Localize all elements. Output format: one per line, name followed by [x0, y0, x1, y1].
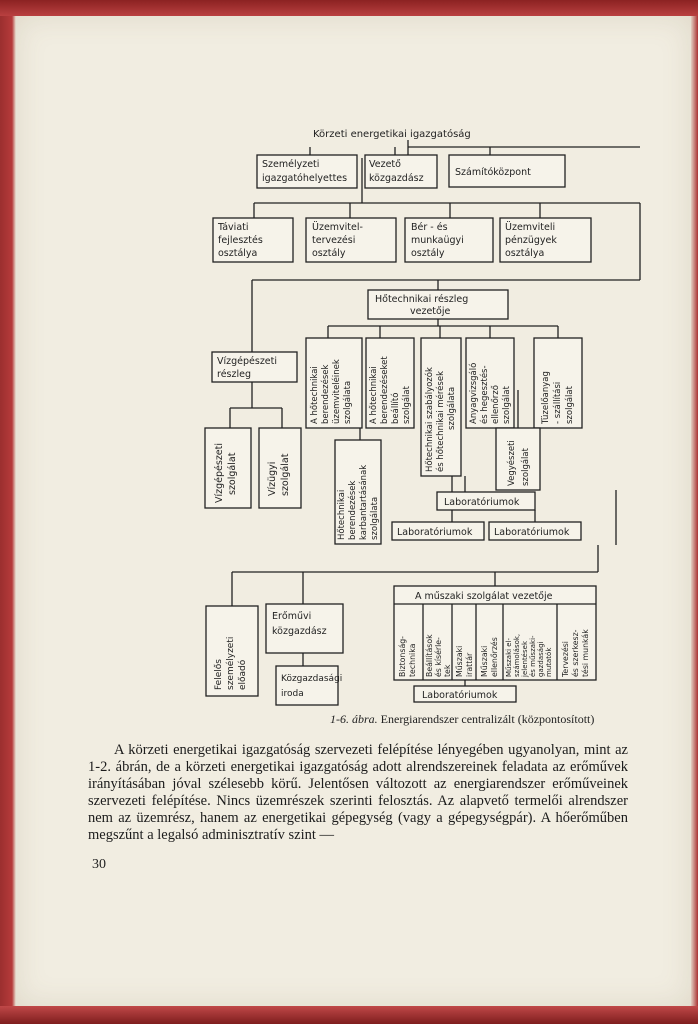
label: osztály	[312, 248, 346, 259]
label: Beállítások	[425, 634, 434, 677]
label: iroda	[281, 689, 304, 699]
label: Táviati	[218, 222, 249, 233]
box-eromuvi-kozgazdasz	[266, 604, 343, 653]
box-vizugyi-szolgalat	[259, 428, 301, 508]
label: és kísérle-	[434, 637, 443, 677]
label: Számítóközpont	[455, 167, 531, 178]
box-beallito-szolgalat	[366, 338, 414, 428]
box-szamitokozpont	[449, 155, 565, 187]
box-karbantartas-szolgalat	[335, 440, 381, 544]
box-szemelyzeti	[257, 155, 357, 188]
label: Erőművi	[272, 611, 312, 622]
label: és hegesztés-	[480, 365, 490, 424]
body-text-block	[88, 742, 628, 844]
label: berendezések	[348, 480, 358, 540]
box-laboratoriumok-2	[392, 522, 484, 540]
label: Tüzelőanyag	[541, 371, 551, 424]
figure-caption	[330, 712, 594, 727]
box-hotechnikai-vezeto	[368, 290, 508, 319]
caption-text: Energiarendszer centralizált (központosított)	[380, 712, 595, 726]
box-vezeto-kozgazdasz	[365, 155, 437, 188]
label: szolgálat	[565, 386, 575, 424]
label: jelentések	[521, 641, 529, 677]
label: pénzügyek	[505, 235, 557, 246]
label: üzemviteléinek	[332, 359, 342, 424]
box-laboratoriumok-4	[414, 686, 516, 702]
label: ellenőrzés	[490, 637, 499, 677]
label: osztály	[411, 248, 445, 259]
label: beállító	[391, 392, 401, 424]
box-szabalyozok-szolgalat	[421, 338, 461, 476]
box-laboratoriumok-3	[489, 522, 581, 540]
label: osztálya	[505, 248, 545, 259]
label: és szerkesz-	[571, 629, 580, 677]
label: szolgálata	[370, 496, 380, 540]
box-felelos-szemelyzeti	[206, 606, 258, 696]
box-muszaki-vezeto	[394, 586, 596, 680]
label: gazdasági	[537, 641, 545, 677]
label: Közgazdasági	[281, 674, 343, 684]
label: osztálya	[218, 248, 258, 259]
label: Hőtechnikai részleg	[375, 294, 469, 305]
label: Hőtechnikai	[337, 489, 347, 540]
label: tervezési	[312, 235, 356, 246]
label: Üzemviteli	[505, 222, 556, 233]
label: Laboratóriumok	[397, 527, 473, 538]
box-laboratoriumok-1	[437, 492, 535, 510]
box-anyagvizsgalo-szolgalat	[466, 338, 514, 428]
label: Laboratóriumok	[494, 527, 570, 538]
label: és hőtechnikai mérések	[436, 371, 446, 472]
label: Vízgépészeti	[217, 356, 278, 367]
box-kozgazdasagi-iroda	[276, 666, 342, 705]
top-title: Körzeti energetikai igazgatóság	[313, 129, 471, 140]
label: közgazdász	[272, 626, 327, 637]
label: Vezető	[369, 159, 401, 170]
label: előadó	[238, 659, 248, 690]
label: szolgálat	[280, 453, 291, 496]
label: mutatók	[545, 647, 553, 677]
label: berendezések	[321, 364, 331, 424]
label: tési munkák	[581, 629, 590, 677]
label: közgazdász	[369, 173, 424, 184]
box-vizgepeszeti-szolgalat	[205, 428, 251, 508]
label: munkaügyi	[411, 235, 464, 246]
label: Személyzeti	[262, 159, 320, 170]
label: szolgálata	[447, 386, 457, 430]
box-vizgepeszeti-reszleg	[212, 352, 297, 382]
label: szolgálat	[521, 448, 531, 486]
label: karbantartásának	[359, 464, 369, 540]
label: Biztonság-	[398, 636, 407, 677]
box-ber-munkaugyi	[405, 218, 493, 262]
caption-label: 1-6. ábra.	[330, 712, 378, 726]
label: A hőtechnikai	[369, 366, 379, 424]
label: Anyagvizsgáló	[469, 362, 479, 424]
label: irattár	[465, 652, 474, 677]
label: Üzemvitel-	[312, 222, 363, 233]
label: Hőtechnikai szabályozók	[425, 367, 435, 472]
label: Vegyészeti	[507, 440, 517, 486]
body-paragraph: A körzeti energetikai igazgatóság szervezeti felépítése lényegében ugyanolyan, mint az 1-2. ábrán, de a körzeti energetikai igazgatóság adott alrendszereinek feladata az erőművek irányításában jóval szélesebb körű. Jelentősen változott az energiarendszer erőműveinek szervezeti felépítése. Nincs üzemrészek szerinti felosztás. Az alapvető termelői alrendszer nem az üzemrész, hanem az energetikai gépegység (vagy a gépegységpár). A hőerőműben megszűnt a legalsó adminisztratív szint —	[88, 742, 628, 843]
label: igazgatóhelyettes	[262, 173, 348, 184]
label: ellenőrző	[491, 385, 501, 424]
label: A műszaki szolgálat vezetője	[415, 591, 553, 602]
label: fejlesztés	[218, 235, 263, 246]
label: Műszaki el-	[505, 637, 513, 677]
label: személyzeti	[226, 636, 236, 690]
label: vezetője	[410, 306, 451, 317]
label: részleg	[217, 369, 251, 380]
label: Tervezési	[561, 641, 570, 677]
label: és műszaki-	[529, 635, 537, 677]
label: szolgálat	[227, 452, 238, 495]
label: számolások,	[513, 633, 521, 677]
label: Vízgépészeti	[214, 442, 225, 503]
label: - szállítási	[553, 381, 563, 424]
label: technika	[408, 643, 417, 677]
label: Laboratóriumok	[422, 690, 498, 701]
label: tek	[443, 664, 452, 677]
label: szolgálat	[402, 386, 412, 424]
box-penzugyek	[500, 218, 591, 262]
box-tuzeloanyag-szolgalat	[534, 338, 582, 428]
label: Laboratóriumok	[444, 497, 520, 508]
box-taviati	[213, 218, 293, 262]
box-vegyeszeti-szolgalat	[496, 428, 540, 490]
label: Felelős	[214, 659, 224, 690]
box-uzemviteli-szolgalat	[306, 338, 362, 428]
label: Bér - és	[411, 222, 448, 233]
box-uzemviteltervezesi	[306, 218, 396, 262]
label: Műszaki	[455, 645, 464, 677]
label: szolgálata	[343, 380, 353, 424]
label: szolgálat	[502, 386, 512, 424]
label: Vízügyi	[267, 461, 278, 496]
label: Műszaki	[480, 645, 489, 677]
page-number: 30	[92, 857, 106, 872]
label: berendezéseket	[380, 356, 390, 424]
label: A hőtechnikai	[310, 366, 320, 424]
